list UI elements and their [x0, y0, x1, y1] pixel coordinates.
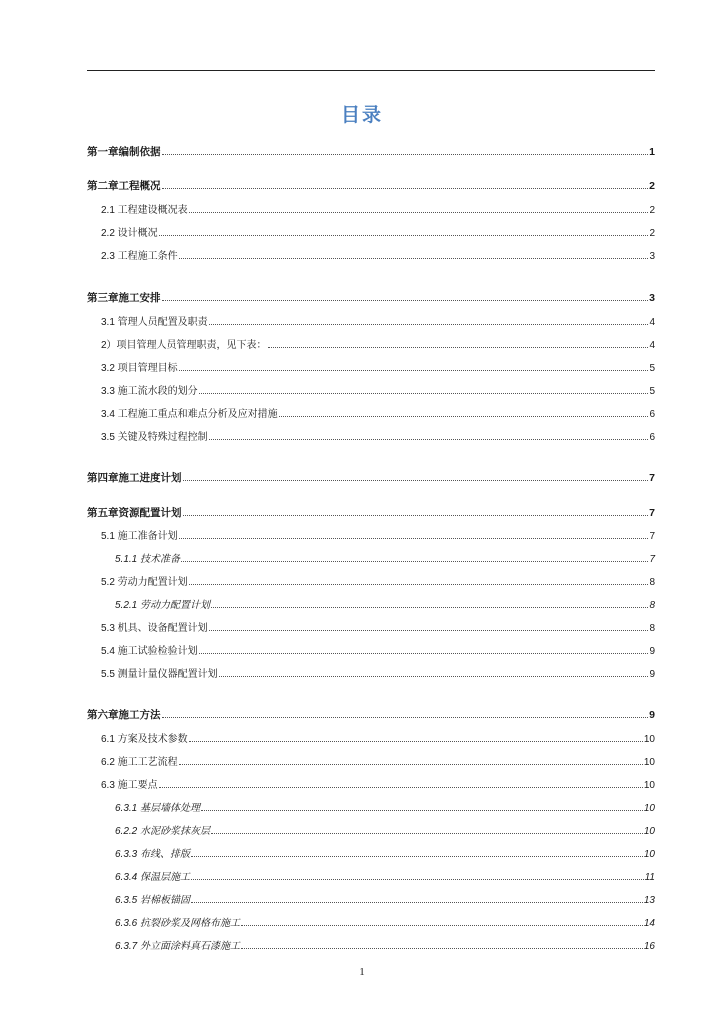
- toc-dot-leader: [159, 787, 643, 788]
- toc-dot-leader: [183, 480, 649, 481]
- header-rule: [87, 70, 655, 71]
- toc-dot-leader: [191, 879, 644, 880]
- toc-dot-leader: [191, 856, 643, 857]
- toc-entry[interactable]: [87, 709, 655, 721]
- toc-entry[interactable]: [87, 363, 655, 375]
- toc-entry-page: 8: [649, 600, 655, 611]
- toc-entry-label: 6.3.3 布线、排版: [115, 849, 191, 860]
- toc-entry-label: 6.3.4 保温层施工: [115, 872, 191, 883]
- toc-dot-leader: [241, 948, 643, 949]
- toc-entry[interactable]: [87, 872, 655, 884]
- toc-entry[interactable]: [87, 918, 655, 930]
- toc-entry[interactable]: [87, 386, 655, 398]
- toc-entry-page: 9: [649, 669, 655, 680]
- toc-dot-leader: [241, 925, 643, 926]
- toc-dot-leader: [181, 561, 648, 562]
- toc-entry[interactable]: [87, 826, 655, 838]
- toc-entry-page: 4: [649, 317, 655, 328]
- toc-entry[interactable]: [87, 409, 655, 421]
- toc-entry-page: 2: [649, 180, 655, 192]
- toc-dot-leader: [268, 347, 649, 348]
- toc-dot-leader: [209, 324, 649, 325]
- toc-entry[interactable]: [87, 251, 655, 263]
- toc-entry-label: 2.3 工程施工条件: [101, 251, 178, 262]
- toc-entry-page: 5: [649, 363, 655, 374]
- toc-entry-page: 7: [649, 531, 655, 542]
- toc-entry-page: 3: [649, 251, 655, 262]
- toc-entry-page: 16: [643, 941, 655, 952]
- toc-entry-label: 第四章施工进度计划: [87, 472, 182, 484]
- toc-entry-label: 第六章施工方法: [87, 709, 161, 721]
- toc-entry[interactable]: [87, 531, 655, 543]
- toc-entry-page: 10: [643, 803, 655, 814]
- toc-entry[interactable]: [87, 849, 655, 861]
- toc-dot-leader: [183, 515, 649, 516]
- toc-dot-leader: [209, 439, 649, 440]
- toc-dot-leader: [162, 188, 649, 189]
- toc-dot-leader: [189, 584, 649, 585]
- toc-entry[interactable]: [87, 623, 655, 635]
- toc-entry-label: 第二章工程概况: [87, 180, 161, 192]
- toc-dot-leader: [211, 607, 648, 608]
- toc-entry-label: 6.3.1 基层墙体处理: [115, 803, 201, 814]
- toc-dot-leader: [201, 810, 643, 811]
- toc-entry-page: 9: [649, 709, 655, 721]
- toc-dot-leader: [162, 154, 649, 155]
- toc-entry-label: 2.1 工程建设概况表: [101, 205, 188, 216]
- toc-entry[interactable]: [87, 577, 655, 589]
- toc-entry-page: 9: [649, 646, 655, 657]
- toc-entry[interactable]: [87, 803, 655, 815]
- toc-entry-page: 4: [649, 340, 655, 351]
- toc-entry-label: 3.1 管理人员配置及职责: [101, 317, 208, 328]
- toc-entry[interactable]: [87, 554, 655, 566]
- toc-entry-page: 11: [644, 872, 655, 883]
- toc-entry-label: 5.4 施工试验检验计划: [101, 646, 198, 657]
- toc-entry[interactable]: [87, 180, 655, 192]
- toc-entry-page: 1: [649, 146, 655, 158]
- toc-dot-leader: [179, 370, 649, 371]
- toc-entry-page: 5: [649, 386, 655, 397]
- toc-entry-label: 3.3 施工流水段的划分: [101, 386, 198, 397]
- toc-entry-page: 7: [649, 554, 655, 565]
- toc-entry[interactable]: [87, 340, 655, 352]
- toc-entry-label: 3.2 项目管理目标: [101, 363, 178, 374]
- toc-entry-label: 5.1 施工准备计划: [101, 531, 178, 542]
- toc-entry[interactable]: [87, 432, 655, 444]
- toc-entry-page: 2: [649, 228, 655, 239]
- toc-entry-page: 10: [643, 780, 655, 791]
- toc-dot-leader: [162, 717, 649, 718]
- toc-entry-page: 2: [649, 205, 655, 216]
- toc-entry[interactable]: [87, 146, 655, 158]
- toc-entry[interactable]: [87, 228, 655, 240]
- toc-entry-page: 8: [649, 577, 655, 588]
- toc-entry-label: 5.2 劳动力配置计划: [101, 577, 188, 588]
- toc-entry-page: 10: [643, 734, 655, 745]
- toc-entry[interactable]: [87, 600, 655, 612]
- toc-dot-leader: [162, 300, 649, 301]
- toc-entry-label: 2）项目管理人员管理职责，见下表：: [101, 340, 267, 351]
- toc-dot-leader: [179, 538, 649, 539]
- toc-entry-label: 5.5 测量计量仪器配置计划: [101, 669, 218, 680]
- toc-dot-leader: [189, 741, 643, 742]
- toc-dot-leader: [159, 235, 649, 236]
- toc-dot-leader: [199, 393, 649, 394]
- toc-entry[interactable]: [87, 780, 655, 792]
- toc-entry-page: 7: [649, 507, 655, 519]
- toc-entry[interactable]: [87, 317, 655, 329]
- toc-entry-page: 14: [643, 918, 655, 929]
- toc-entry-label: 6.3.6 抗裂砂浆及网格布施工: [115, 918, 241, 929]
- toc-entry-label: 2.2 设计概况: [101, 228, 158, 239]
- toc-entry-label: 6.3 施工要点: [101, 780, 158, 791]
- toc-entry-page: 10: [643, 826, 655, 837]
- toc-dot-leader: [199, 653, 649, 654]
- toc-entry[interactable]: [87, 941, 655, 953]
- toc-entry-page: 6: [649, 409, 655, 420]
- toc-entry[interactable]: [87, 472, 655, 484]
- toc-dot-leader: [211, 833, 643, 834]
- toc-dot-leader: [209, 630, 649, 631]
- toc-entry-label: 5.2.1 劳动力配置计划: [115, 600, 211, 611]
- page-number: 1: [359, 966, 365, 978]
- toc-entry-label: 第五章资源配置计划: [87, 507, 182, 519]
- toc-entry[interactable]: [87, 669, 655, 681]
- toc-entry-label: 6.3.7 外立面涂料真石漆施工: [115, 941, 241, 952]
- toc-entry-label: 6.1 方案及技术参数: [101, 734, 188, 745]
- toc-entry-page: 6: [649, 432, 655, 443]
- toc-dot-leader: [279, 416, 649, 417]
- toc-entry-label: 3.5 关键及特殊过程控制: [101, 432, 208, 443]
- toc-dot-leader: [189, 212, 649, 213]
- toc-entry-label: 5.1.1 技术准备: [115, 554, 181, 565]
- toc-entry-page: 10: [643, 849, 655, 860]
- toc-entry[interactable]: [87, 757, 655, 769]
- toc-entry[interactable]: [87, 895, 655, 907]
- toc-title: 目录: [340, 105, 383, 126]
- toc-dot-leader: [219, 676, 649, 677]
- toc-dot-leader: [191, 902, 643, 903]
- toc-entry-label: 6.3.5 岩棉板锚固: [115, 895, 191, 906]
- toc-entry[interactable]: [87, 646, 655, 658]
- toc-entry[interactable]: [87, 734, 655, 746]
- toc-entry-label: 6.2 施工工艺流程: [101, 757, 178, 768]
- toc-entry-page: 13: [643, 895, 655, 906]
- toc-entry-page: 3: [649, 292, 655, 304]
- toc-dot-leader: [179, 764, 643, 765]
- toc-entry-label: 5.3 机具、设备配置计划: [101, 623, 208, 634]
- toc-entry-label: 第三章施工安排: [87, 292, 161, 304]
- toc-entry-page: 10: [643, 757, 655, 768]
- toc-entry-label: 第一章编制依据: [87, 146, 161, 158]
- toc-entry-label: 6.2.2 水泥砂浆抹灰层: [115, 826, 211, 837]
- toc-entry-label: 3.4 工程施工重点和难点分析及应对措施: [101, 409, 278, 420]
- toc-entry[interactable]: [87, 205, 655, 217]
- toc-entry[interactable]: [87, 292, 655, 304]
- toc-entry-page: 7: [649, 472, 655, 484]
- toc-entry[interactable]: [87, 507, 655, 519]
- toc-entry-page: 8: [649, 623, 655, 634]
- toc-dot-leader: [179, 258, 649, 259]
